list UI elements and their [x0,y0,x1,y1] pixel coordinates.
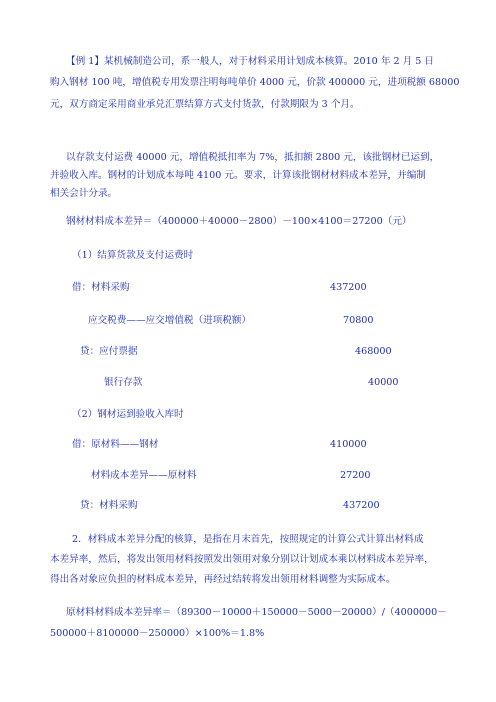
entry-debit-amount: 437200 [330,282,367,293]
freight-line-3: 相关会计分录。 [50,188,118,199]
entry2-diff-label: 材料成本差异——原材料 [91,470,197,481]
freight-line-1: 以存款支付运费 40000 元，增值税抵扣率为 7%，抵扣额 2800 元，该批钢材已运到， [66,152,440,163]
entry2-debit-label: 借：原材料——钢材 [72,439,159,450]
entry-bank-label: 银行存款 [104,377,143,388]
difference-formula: 钢材材料成本差异＝（400000＋40000－2800）－100×4100＝27200（元） [66,216,412,227]
entry-credit-amount: 468000 [355,346,392,357]
example-line-2: 购入钢材 100 吨，增值税专用发票注明每吨单价 4000 元，价款 400000 元，进项税额 68000 [50,77,460,88]
allocation-line-2: 本差异率，然后，将发出领用材料按照发出领用对象分别以计划成本乘以材料成本差异率， [50,554,434,565]
entry-debit-label: 借：材料采购 [72,282,130,293]
step1-title: （1）结算货款及支付运费时 [72,250,194,261]
entry-credit-label: 贷：应付票据 [80,346,138,357]
entry2-diff-amount: 27200 [340,470,371,481]
rate-formula-line-2: 500000＋8100000－250000）×100%＝1.8% [50,628,265,639]
freight-line-2: 并验收入库。钢材的计划成本每吨 4100 元。要求，计算该批钢材材料成本差异，并编制 [50,170,426,181]
entry-bank-amount: 40000 [368,377,399,388]
rate-formula-line-1: 原材料材料成本差异率＝（89300－10000＋150000－5000－20000）/（4000000－ [66,607,447,618]
entry2-credit-label: 贷：材料采购 [80,500,138,511]
entry-vat-label: 应交税费——应交增值税（进项税额） [88,315,252,326]
allocation-line-1: 2．材料成本差异分配的核算，是指在月末首先，按照规定的计算公式计算出材料成 [72,534,424,545]
entry2-credit-amount: 437200 [343,500,380,511]
step2-title: （2）钢材运到验收入库时 [72,409,184,420]
entry-vat-amount: 70800 [343,315,374,326]
entry2-debit-amount: 410000 [330,439,367,450]
allocation-line-3: 得出各对象应负担的材料成本差异，再经过结转将发出领用材料调整为实际成本。 [50,574,396,585]
example-line-1: 【例 1】某机械制造公司，系一般人，对于材料采用计划成本核算。2010 年 2 月 5 日 [66,56,435,67]
example-line-3: 元，双方商定采用商业承兑汇票结算方式支付货款，付款期限为 3 个月。 [50,99,360,110]
